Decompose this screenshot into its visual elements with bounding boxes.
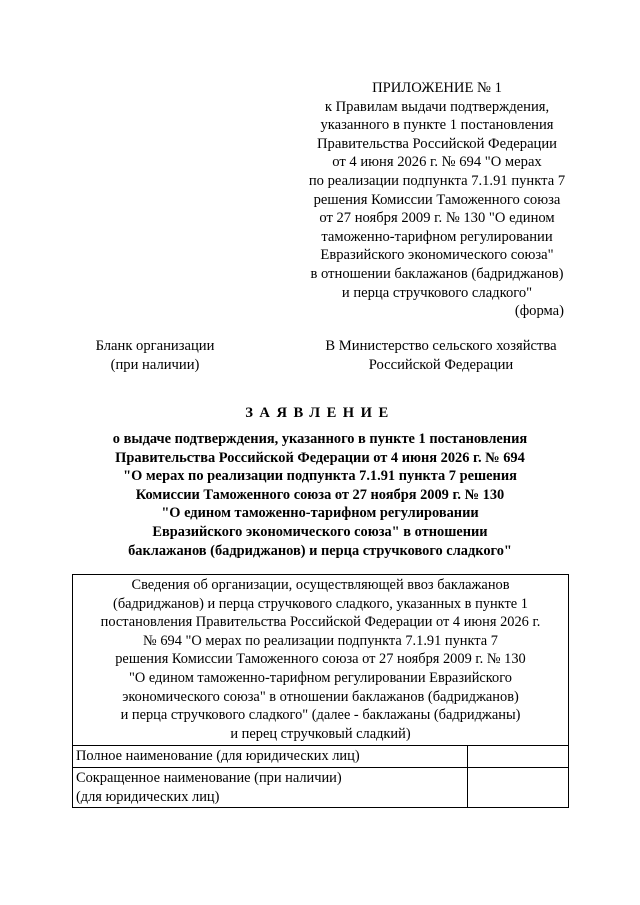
appendix-line: таможенно-тарифном регулировании: [321, 228, 553, 245]
short-name-label: [73, 767, 468, 807]
subject-line: баклажанов (бадриджанов) и перца стручкового сладкого": [128, 542, 512, 559]
appendix-line: Евразийского экономического союза": [320, 247, 554, 264]
header-line: экономического союза" в отношении баклажанов (бадриджанов): [122, 688, 519, 705]
header-line: (бадриджанов) и перца стручкового сладкого, указанных в пункте 1: [113, 595, 528, 612]
letterhead-line: Бланк организации: [95, 338, 215, 354]
header-line: и перца стручкового сладкого" (далее - баклажаны (бадриджаны): [120, 707, 521, 724]
form-label: (форма): [514, 303, 564, 319]
document-subject: [90, 430, 550, 560]
table-header-cell: [73, 575, 569, 746]
subject-line: "О едином таможенно-тарифном регулировании: [161, 505, 479, 522]
table-row: [73, 767, 569, 807]
organization-info-table: [72, 574, 569, 808]
full-name-label: [73, 746, 468, 768]
label-line: Сокращенное наименование (при наличии): [76, 769, 342, 786]
short-name-value-cell[interactable]: [467, 767, 568, 807]
appendix-line: от 4 июня 2026 г. № 694 "О мерах: [332, 154, 542, 171]
appendix-line: от 27 ноября 2009 г. № 130 "О едином: [319, 210, 555, 227]
header-line: № 694 "О мерах по реализации подпункта 7.1.91 пункта 7: [143, 632, 498, 649]
addressee-line: В Министерство сельского хозяйства: [325, 338, 557, 354]
addressee-block: [316, 337, 566, 374]
appendix-line: указанного в пункте 1 постановления: [320, 117, 554, 134]
appendix-line: Правительства Российской Федерации: [317, 135, 557, 152]
table-header-row: [73, 575, 569, 746]
table-row: [73, 746, 569, 768]
appendix-line: по реализации подпункта 7.1.91 пункта 7: [308, 172, 566, 189]
subject-line: "О мерах по реализации подпункта 7.1.91 пункта 7 решения: [123, 468, 517, 485]
appendix-line: ПРИЛОЖЕНИЕ № 1: [372, 80, 502, 96]
header-line: и перец стручковый сладкий): [230, 725, 411, 742]
subject-line: о выдаче подтверждения, указанного в пункте 1 постановления: [112, 431, 528, 447]
header-line: "О едином таможенно-тарифном регулировании Евразийского: [129, 669, 512, 686]
header-line: решения Комиссии Таможенного союза от 27 ноября 2009 г. № 130: [115, 651, 526, 668]
addressee-line: Российской Федерации: [368, 356, 514, 373]
subject-line: Евразийского экономического союза" в отношении: [152, 523, 488, 540]
document-heading: ЗАЯВЛЕНИЕ: [245, 405, 395, 421]
appendix-line: к Правилам выдачи подтверждения,: [324, 98, 550, 115]
letterhead-line: (при наличии): [110, 356, 200, 373]
appendix-line: решения Комиссии Таможенного союза: [313, 191, 561, 208]
full-name-value-cell[interactable]: [467, 746, 568, 768]
header-line: Сведения об организации, осуществляющей ввоз баклажанов: [131, 577, 510, 593]
subject-line: Правительства Российской Федерации от 4 июня 2026 г. № 694: [115, 449, 525, 466]
header-line: постановления Правительства Российской Федерации от 4 июня 2026 г.: [100, 614, 541, 631]
appendix-block: [292, 79, 582, 302]
label-line: (для юридических лиц): [76, 788, 220, 805]
appendix-line: в отношении баклажанов (бадриджанов): [310, 265, 564, 282]
appendix-line: и перца стручкового сладкого": [341, 284, 533, 301]
subject-line: Комиссии Таможенного союза от 27 ноября 2009 г. № 130: [135, 486, 505, 503]
label-line: Полное наименование (для юридических лиц): [76, 748, 360, 765]
organization-letterhead-note: [70, 337, 240, 374]
